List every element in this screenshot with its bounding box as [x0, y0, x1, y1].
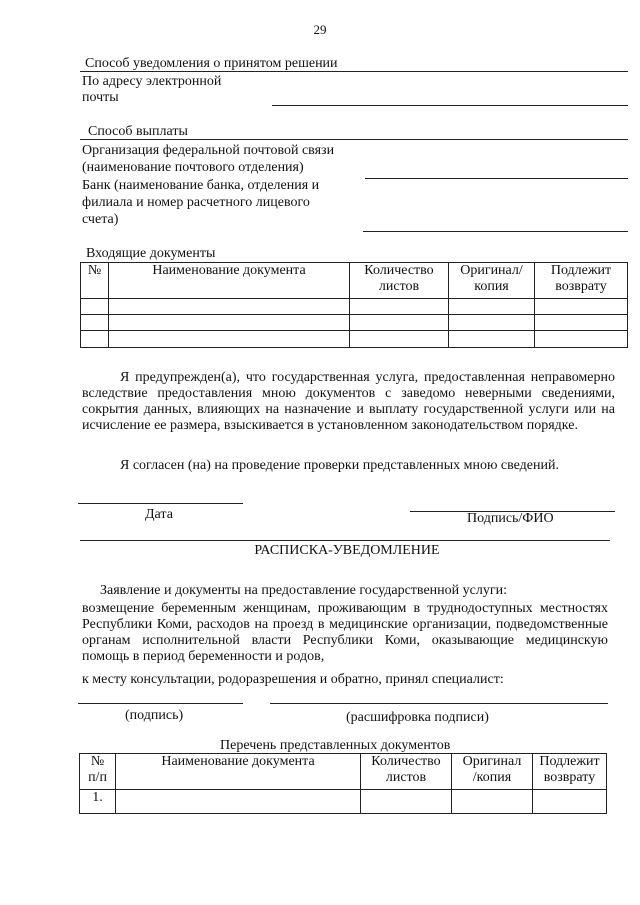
- email-label-line2: почты: [82, 90, 119, 105]
- warning-paragraph: Я предупрежден(а), что государственная услуга, предоставленная неправомерно вследствие предоставления мною документов с заведомо неверными сведениями, сокрытия данных, влияющих на назначение и выплату государственной услуги или на исчисление ее размера, взыскивается в установленном законодательством порядке.: [82, 370, 615, 433]
- page-number: 29: [313, 22, 327, 37]
- list-col-name: Наименование документа: [116, 754, 361, 790]
- receipt-intro: Заявление и документы на предоставление государственной услуги:: [100, 583, 507, 598]
- bank-label-line2: филиала и номер расчетного лицевого: [82, 195, 310, 210]
- list-col-return: Подлежит возврату: [533, 754, 607, 790]
- documents-list-title: Перечень представленных документов: [220, 738, 451, 753]
- receipt-decode-label: (расшифровка подписи): [346, 710, 489, 725]
- row-number: 1.: [80, 790, 116, 814]
- incoming-col-count: Количество листов: [350, 263, 449, 299]
- incoming-heading: Входящие документы: [86, 246, 216, 261]
- payment-heading: Способ выплаты: [88, 124, 188, 139]
- submitted-documents-table: [79, 753, 607, 814]
- notify-heading: Способ уведомления о принятом решении: [85, 56, 338, 71]
- specialist-signature-line[interactable]: [78, 703, 243, 704]
- table-row[interactable]: [80, 790, 607, 814]
- signature-label: Подпись/ФИО: [467, 511, 554, 526]
- section-divider: [80, 540, 610, 541]
- list-col-original: Оригинал /копия: [452, 754, 533, 790]
- receipt-title: РАСПИСКА-УВЕДОМЛЕНИЕ: [254, 543, 440, 558]
- payment-heading-rule: [80, 139, 628, 140]
- email-label-line1: По адресу электронной: [82, 74, 222, 89]
- post-field-line[interactable]: [365, 178, 628, 179]
- consent-text: Я согласен (на) на проведение проверки представленных мною сведений.: [120, 458, 559, 473]
- notify-heading-rule: [80, 71, 628, 72]
- receipt-last-line: к месту консультации, родоразрешения и обратно, принял специалист:: [82, 672, 504, 687]
- post-label-line2: (наименование почтового отделения): [82, 160, 304, 175]
- receipt-sign-label: (подпись): [125, 708, 184, 723]
- list-col-num: № п/п: [80, 754, 116, 790]
- bank-label-line3: счета): [82, 212, 119, 227]
- table-row[interactable]: [81, 299, 628, 315]
- incoming-col-name: Наименование документа: [109, 263, 350, 299]
- date-line[interactable]: [78, 503, 243, 504]
- incoming-col-return: Подлежит возврату: [535, 263, 628, 299]
- date-label: Дата: [145, 507, 173, 522]
- incoming-col-original: Оригинал/ копия: [449, 263, 535, 299]
- receipt-service-text: возмещение беременным женщинам, проживающим в труднодоступных местностях Республики Коми, расходов на проезд в медицинские организации, подведомственные органам исполнительной власти Республики Коми, оказывающие медицинскую помощь в период беременности и родов,: [82, 601, 608, 664]
- bank-field-line[interactable]: [363, 231, 628, 232]
- table-row[interactable]: [81, 315, 628, 331]
- list-col-count: Количество листов: [361, 754, 452, 790]
- incoming-col-num: №: [81, 263, 109, 299]
- table-row[interactable]: [81, 331, 628, 348]
- email-field-line[interactable]: [272, 105, 628, 106]
- specialist-name-line[interactable]: [270, 703, 608, 704]
- post-label-line1: Организация федеральной почтовой связи: [82, 143, 335, 158]
- incoming-documents-table: [80, 262, 628, 348]
- bank-label-line1: Банк (наименование банка, отделения и: [82, 178, 320, 193]
